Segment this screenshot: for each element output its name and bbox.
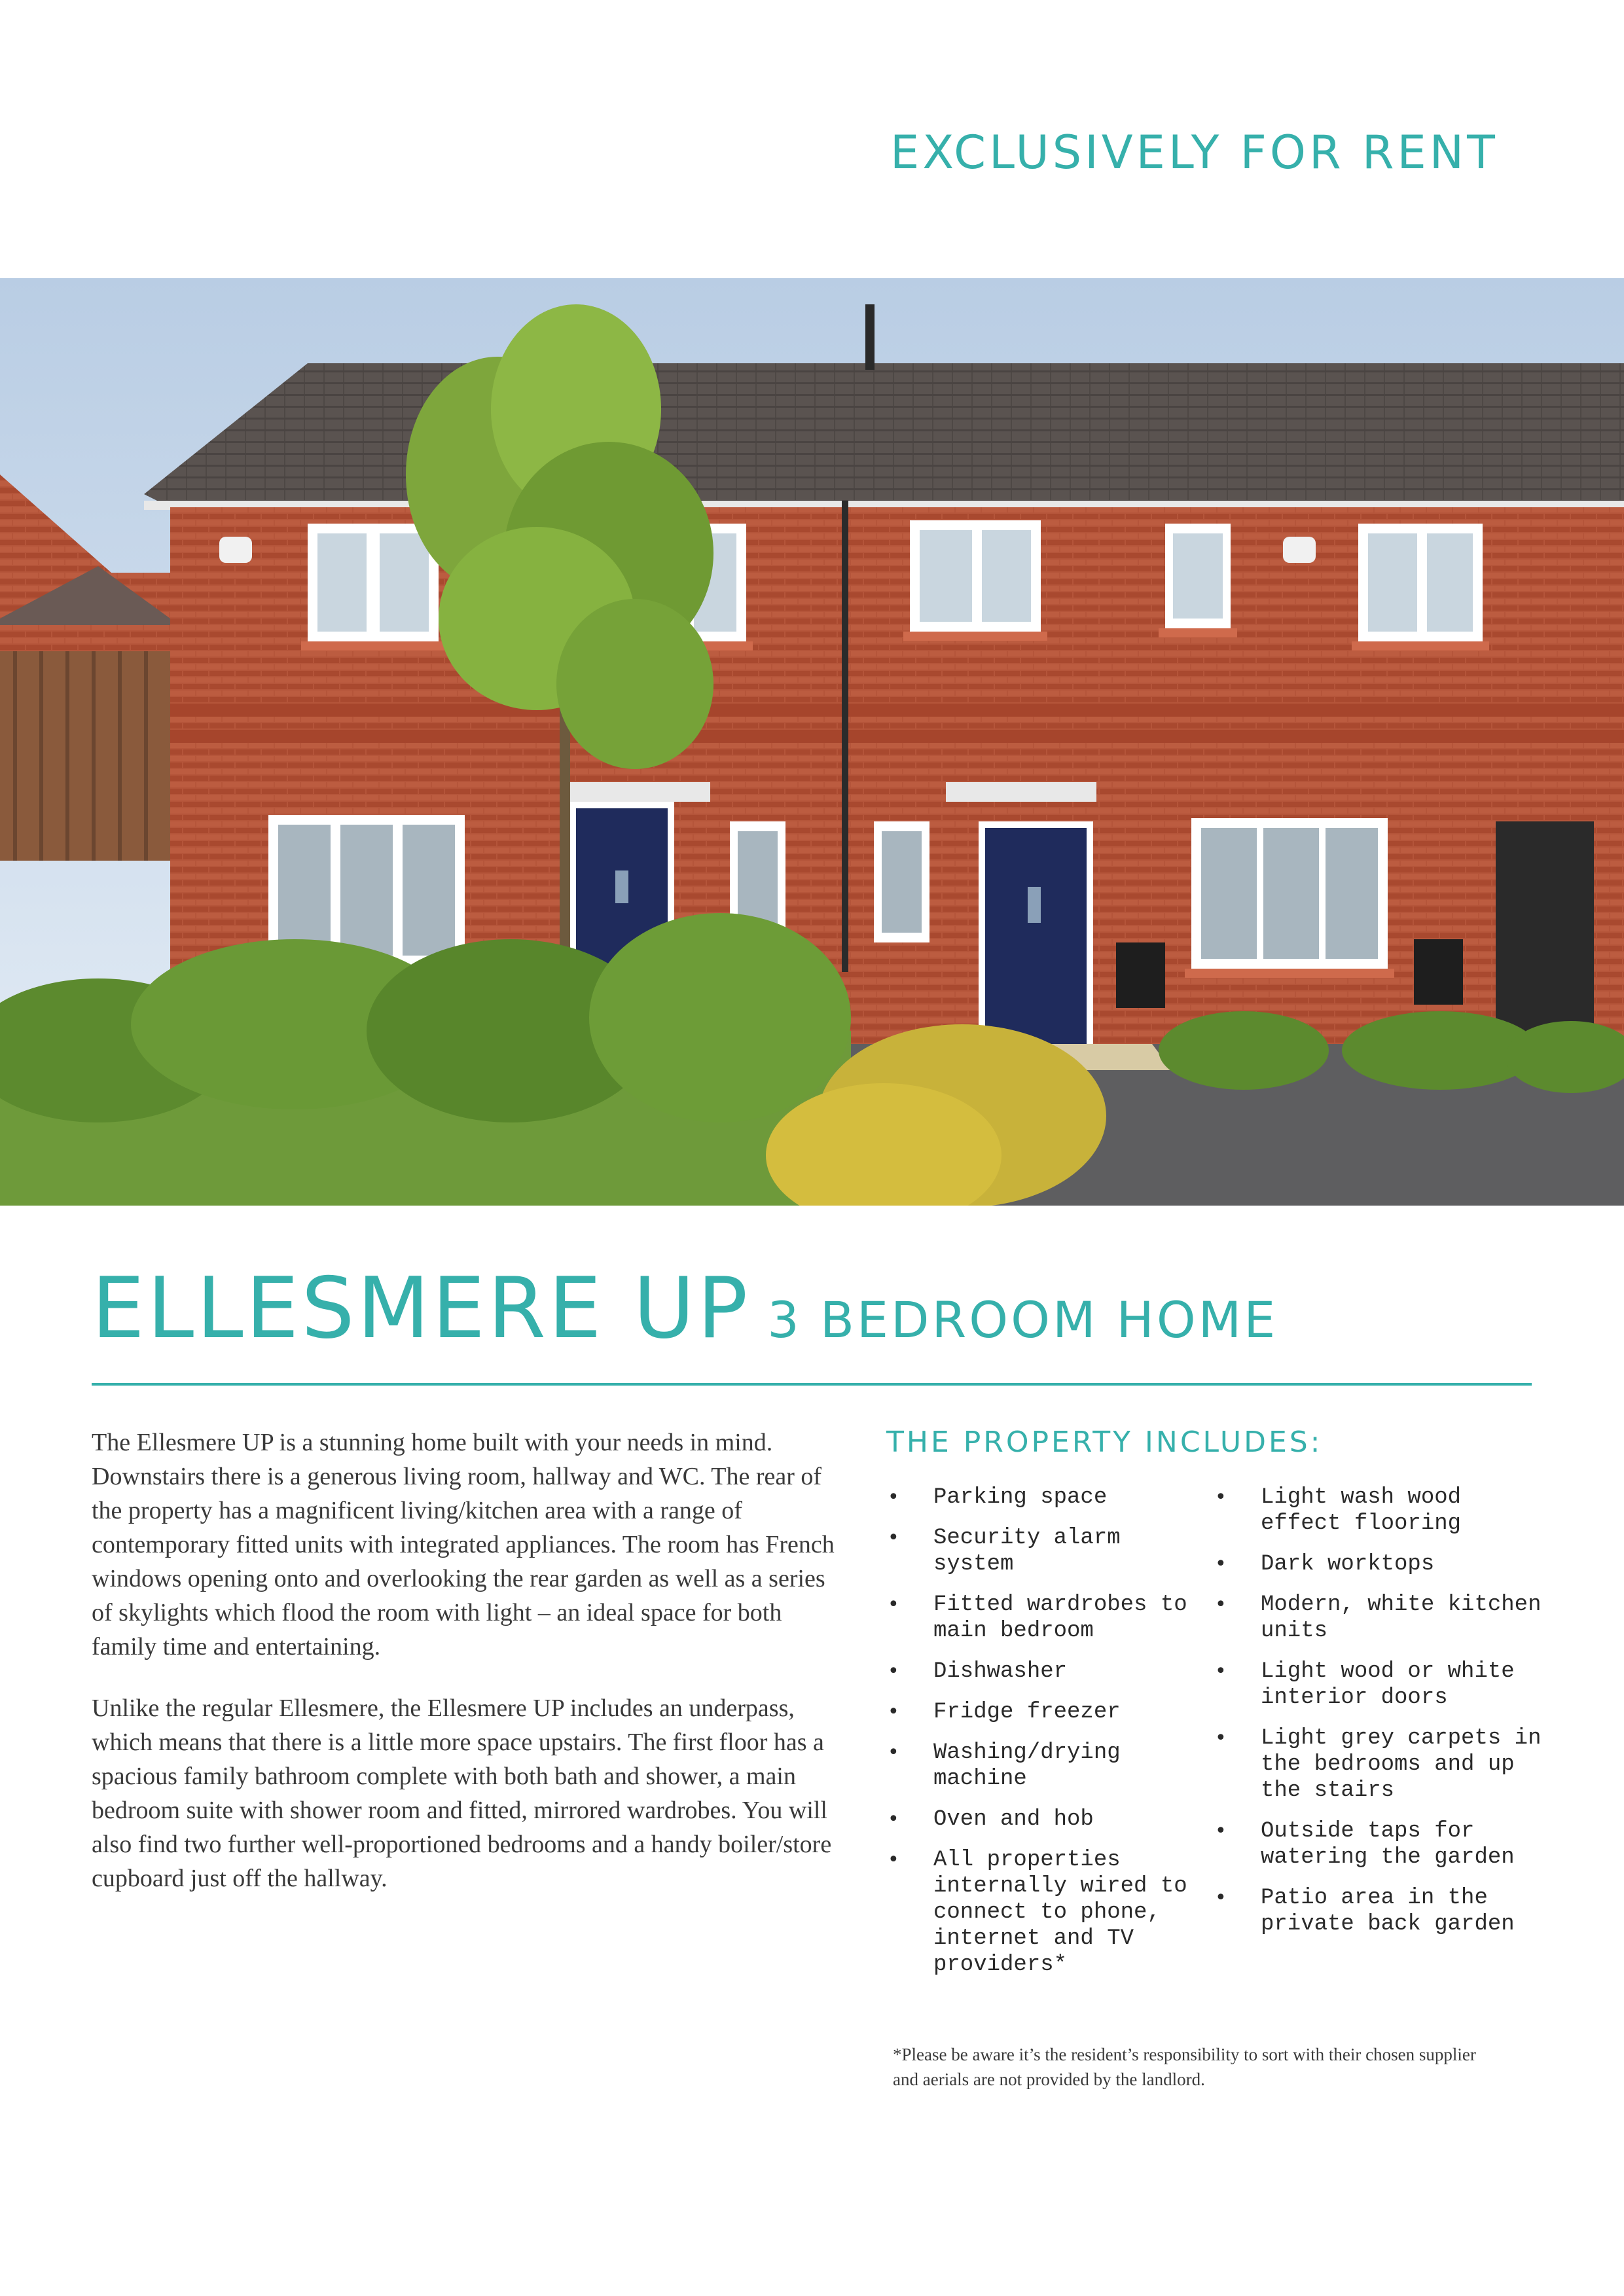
page-title [92,1260,1278,1357]
feature-item: • Parking space [888,1485,1108,1510]
feature-item: • Light wash wood effect flooring [1215,1485,1462,1536]
footnote: *Please be aware it’s the resident’s responsibility to sort with their chosen supplier and aerials are not provided by the landlord. [893,2045,1476,2089]
bullet-icon: • [1215,1593,1227,1616]
bullet-icon: • [888,1660,899,1683]
bullet-icon: • [1215,1660,1227,1683]
feature-item: • All properties internally wired to connect to phone, internet and TV providers* [888,1848,1187,1977]
feature-item: • Oven and hob [888,1807,1094,1832]
includes-heading: THE PROPERTY INCLUDES: [886,1426,1323,1459]
feature-item: • Washing/drying machine [888,1740,1121,1791]
feature-item: • Outside taps for watering the garden [1215,1819,1515,1870]
bullet-icon: • [1215,1820,1227,1842]
exclusively-for-rent-tagline: EXCLUSIVELY FOR RENT [890,126,1498,179]
bullet-icon: • [888,1848,899,1871]
bullet-icon: • [1215,1552,1227,1575]
feature-item: • Fitted wardrobes to main bedroom [888,1592,1187,1643]
bullet-icon: • [888,1526,899,1549]
features-list-right [1214,1484,1554,1952]
property-name: ELLESMERE UP [92,1260,751,1357]
bullet-icon: • [888,1486,899,1509]
property-description [92,1426,844,1923]
house-photo [0,278,1624,1206]
title-divider [92,1383,1532,1386]
feature-item: • Security alarm system [888,1526,1121,1577]
feature-item: • Fridge freezer [888,1700,1121,1725]
bullet-icon: • [1215,1727,1227,1749]
feature-item: • Light wood or white interior doors [1215,1659,1515,1710]
bullet-icon: • [888,1593,899,1616]
feature-item: • Patio area in the private back garden [1215,1886,1515,1937]
feature-item: • Modern, white kitchen units [1215,1592,1542,1643]
bullet-icon: • [888,1808,899,1831]
feature-item: • Light grey carpets in the bedrooms and up the stairs [1215,1726,1542,1803]
description-paragraph: Unlike the regular Ellesmere, the Ellesmere UP includes an underpass, which means that there is a little more space upstairs. The first floor has a spacious family bathroom complete with both bath and shower, a main bedroom suite with shower room and fitted, mirrored wardrobes. You will also find two further well-proportioned bedrooms and a handy boiler/store cupboard just off the hallway. [92,1695,832,1892]
property-type: 3 BEDROOM HOME [767,1291,1278,1349]
bullet-icon: • [888,1741,899,1764]
bullet-icon: • [1215,1486,1227,1509]
description-paragraph: The Ellesmere UP is a stunning home built with your needs in mind. Downstairs there is a generous living room, hallway and WC. The rear of the property has a magnificent living/kitchen area with a range of contemporary fitted units with integrated appliances. The room has French windows opening onto and overlooking the rear garden as well as a series of skylights which flood the room with light – an ideal space for both family time and entertaining. [92,1429,835,1660]
feature-item: • Dishwasher [888,1659,1068,1684]
bullet-icon: • [1215,1886,1227,1909]
bullet-icon: • [888,1700,899,1723]
feature-item: • Dark worktops [1215,1552,1435,1577]
features-list-left [886,1484,1200,1992]
